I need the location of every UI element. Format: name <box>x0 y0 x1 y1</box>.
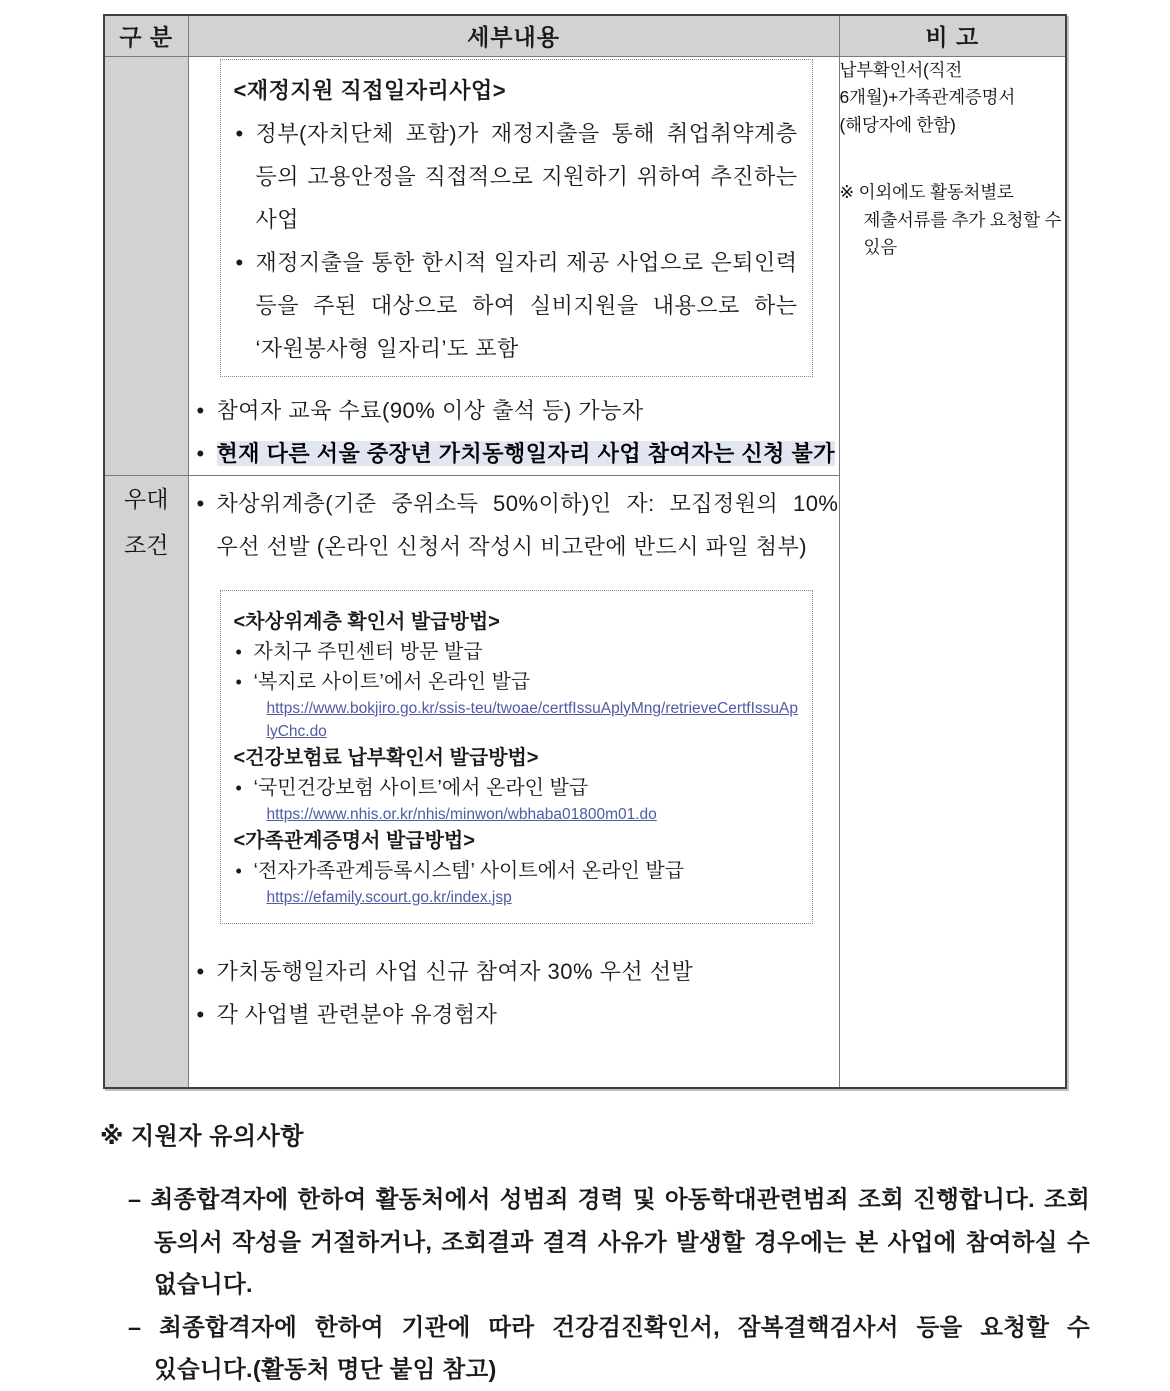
newcomer-bullet: • 가치동행일자리 사업 신규 참여자 30% 우선 선발 <box>195 950 839 993</box>
bokjiro-link[interactable]: https://www.bokjiro.go.kr/ssis-teu/twoae/certfIssuAplyMng/retrieveCertfIssuAplyChc.do <box>266 699 799 740</box>
efamily-link[interactable]: https://efamily.scourt.go.kr/index.jsp <box>266 888 512 906</box>
header-category: 구 분 <box>104 15 188 56</box>
restriction-highlight: 현재 다른 서울 중장년 가치동행일자리 사업 참여자는 신청 불가 <box>216 440 835 466</box>
applicant-notes-title: ※ 지원자 유의사항 <box>100 1123 304 1150</box>
section1-bullet-1: • 자치구 주민센터 방문 발급 <box>234 637 800 667</box>
definition-bullet-1: • 정부(자치단체 포함)가 재정지출을 통해 취업취약계층 등의 고용안정을 직접적으로 지원하기 위하여 추진하는 사업 <box>234 112 798 241</box>
definition-bullet-2: • 재정지출을 통한 한시적 일자리 제공 사업으로 은퇴인력 등을 주된 대상으로 하여 실비지원을 내용으로 하는 ‘자원봉사형 일자리’도 포함 <box>234 241 798 370</box>
remark-note: ※ 이외에도 활동처별로 제출서류를 추가 요청할 수 있음 <box>839 182 1062 257</box>
restriction-bullet <box>195 432 839 475</box>
nhis-link[interactable]: https://www.nhis.or.kr/nhis/minwon/wbhaba01800m01.do <box>266 805 657 823</box>
table-header-row <box>104 15 1066 56</box>
applicant-notes-section <box>100 1120 1090 1391</box>
section3-title: <가족관계증명서 발급방법> <box>233 829 475 852</box>
remark-documents: 납부확인서(직전 6개월)+가족관계증명서 (해당자에 한함) <box>839 59 1016 135</box>
remarks-cell <box>839 56 1066 1088</box>
section2-title: <건강보험료 납부확인서 발급방법> <box>233 746 539 769</box>
details-cell-preference <box>188 475 839 1088</box>
section1-bullet-2: • ‘복지로 사이트’에서 온라인 발급 <box>234 667 800 697</box>
priority-bullet: • 차상위계층(기준 중위소득 50%이하)인 자: 모집정원의 10% 우선 선발 (온라인 신청서 작성시 비고란에 반드시 파일 첨부) <box>195 482 839 568</box>
preference-label-line1: 우대 <box>124 485 169 512</box>
definition-box-title: <재정지원 직접일자리사업> <box>233 77 507 103</box>
applicant-note-item: – 최종합격자에 한하여 기관에 따라 건강검진확인서, 잠복결핵검사서 등을 요청할 수 있습니다.(활동처 명단 붙임 참고) <box>128 1306 1090 1391</box>
header-details: 세부내용 <box>188 15 839 56</box>
definition-box <box>220 59 813 377</box>
details-cell-eligibility <box>188 56 839 475</box>
category-cell-preference <box>104 475 188 1088</box>
education-bullet: • 참여자 교육 수료(90% 이상 출석 등) 가능자 <box>195 389 839 432</box>
section3-bullet: • ‘전자가족관계등록시스템’ 사이트에서 온라인 발급 <box>234 856 800 886</box>
applicant-note-item: – 최종합격자에 한하여 활동처에서 성범죄 경력 및 아동학대관련범죄 조회 진행합니다. 조회 동의서 작성을 거절하거나, 조회결과 결격 사유가 발생할 경우에는 본 사업에 참여하실 수 없습니다. <box>128 1178 1090 1306</box>
table-row-eligibility <box>104 56 1066 475</box>
section1-title: <차상위계층 확인서 발급방법> <box>233 610 500 633</box>
experience-bullet: • 각 사업별 관련분야 유경험자 <box>195 993 839 1036</box>
category-cell-empty <box>104 56 188 475</box>
preference-label-line2: 조건 <box>124 531 169 558</box>
issuance-methods-box <box>220 590 813 924</box>
header-remarks: 비 고 <box>839 15 1066 56</box>
requirements-table <box>103 14 1067 1089</box>
section2-bullet: • ‘국민건강보험 사이트’에서 온라인 발급 <box>234 773 800 803</box>
